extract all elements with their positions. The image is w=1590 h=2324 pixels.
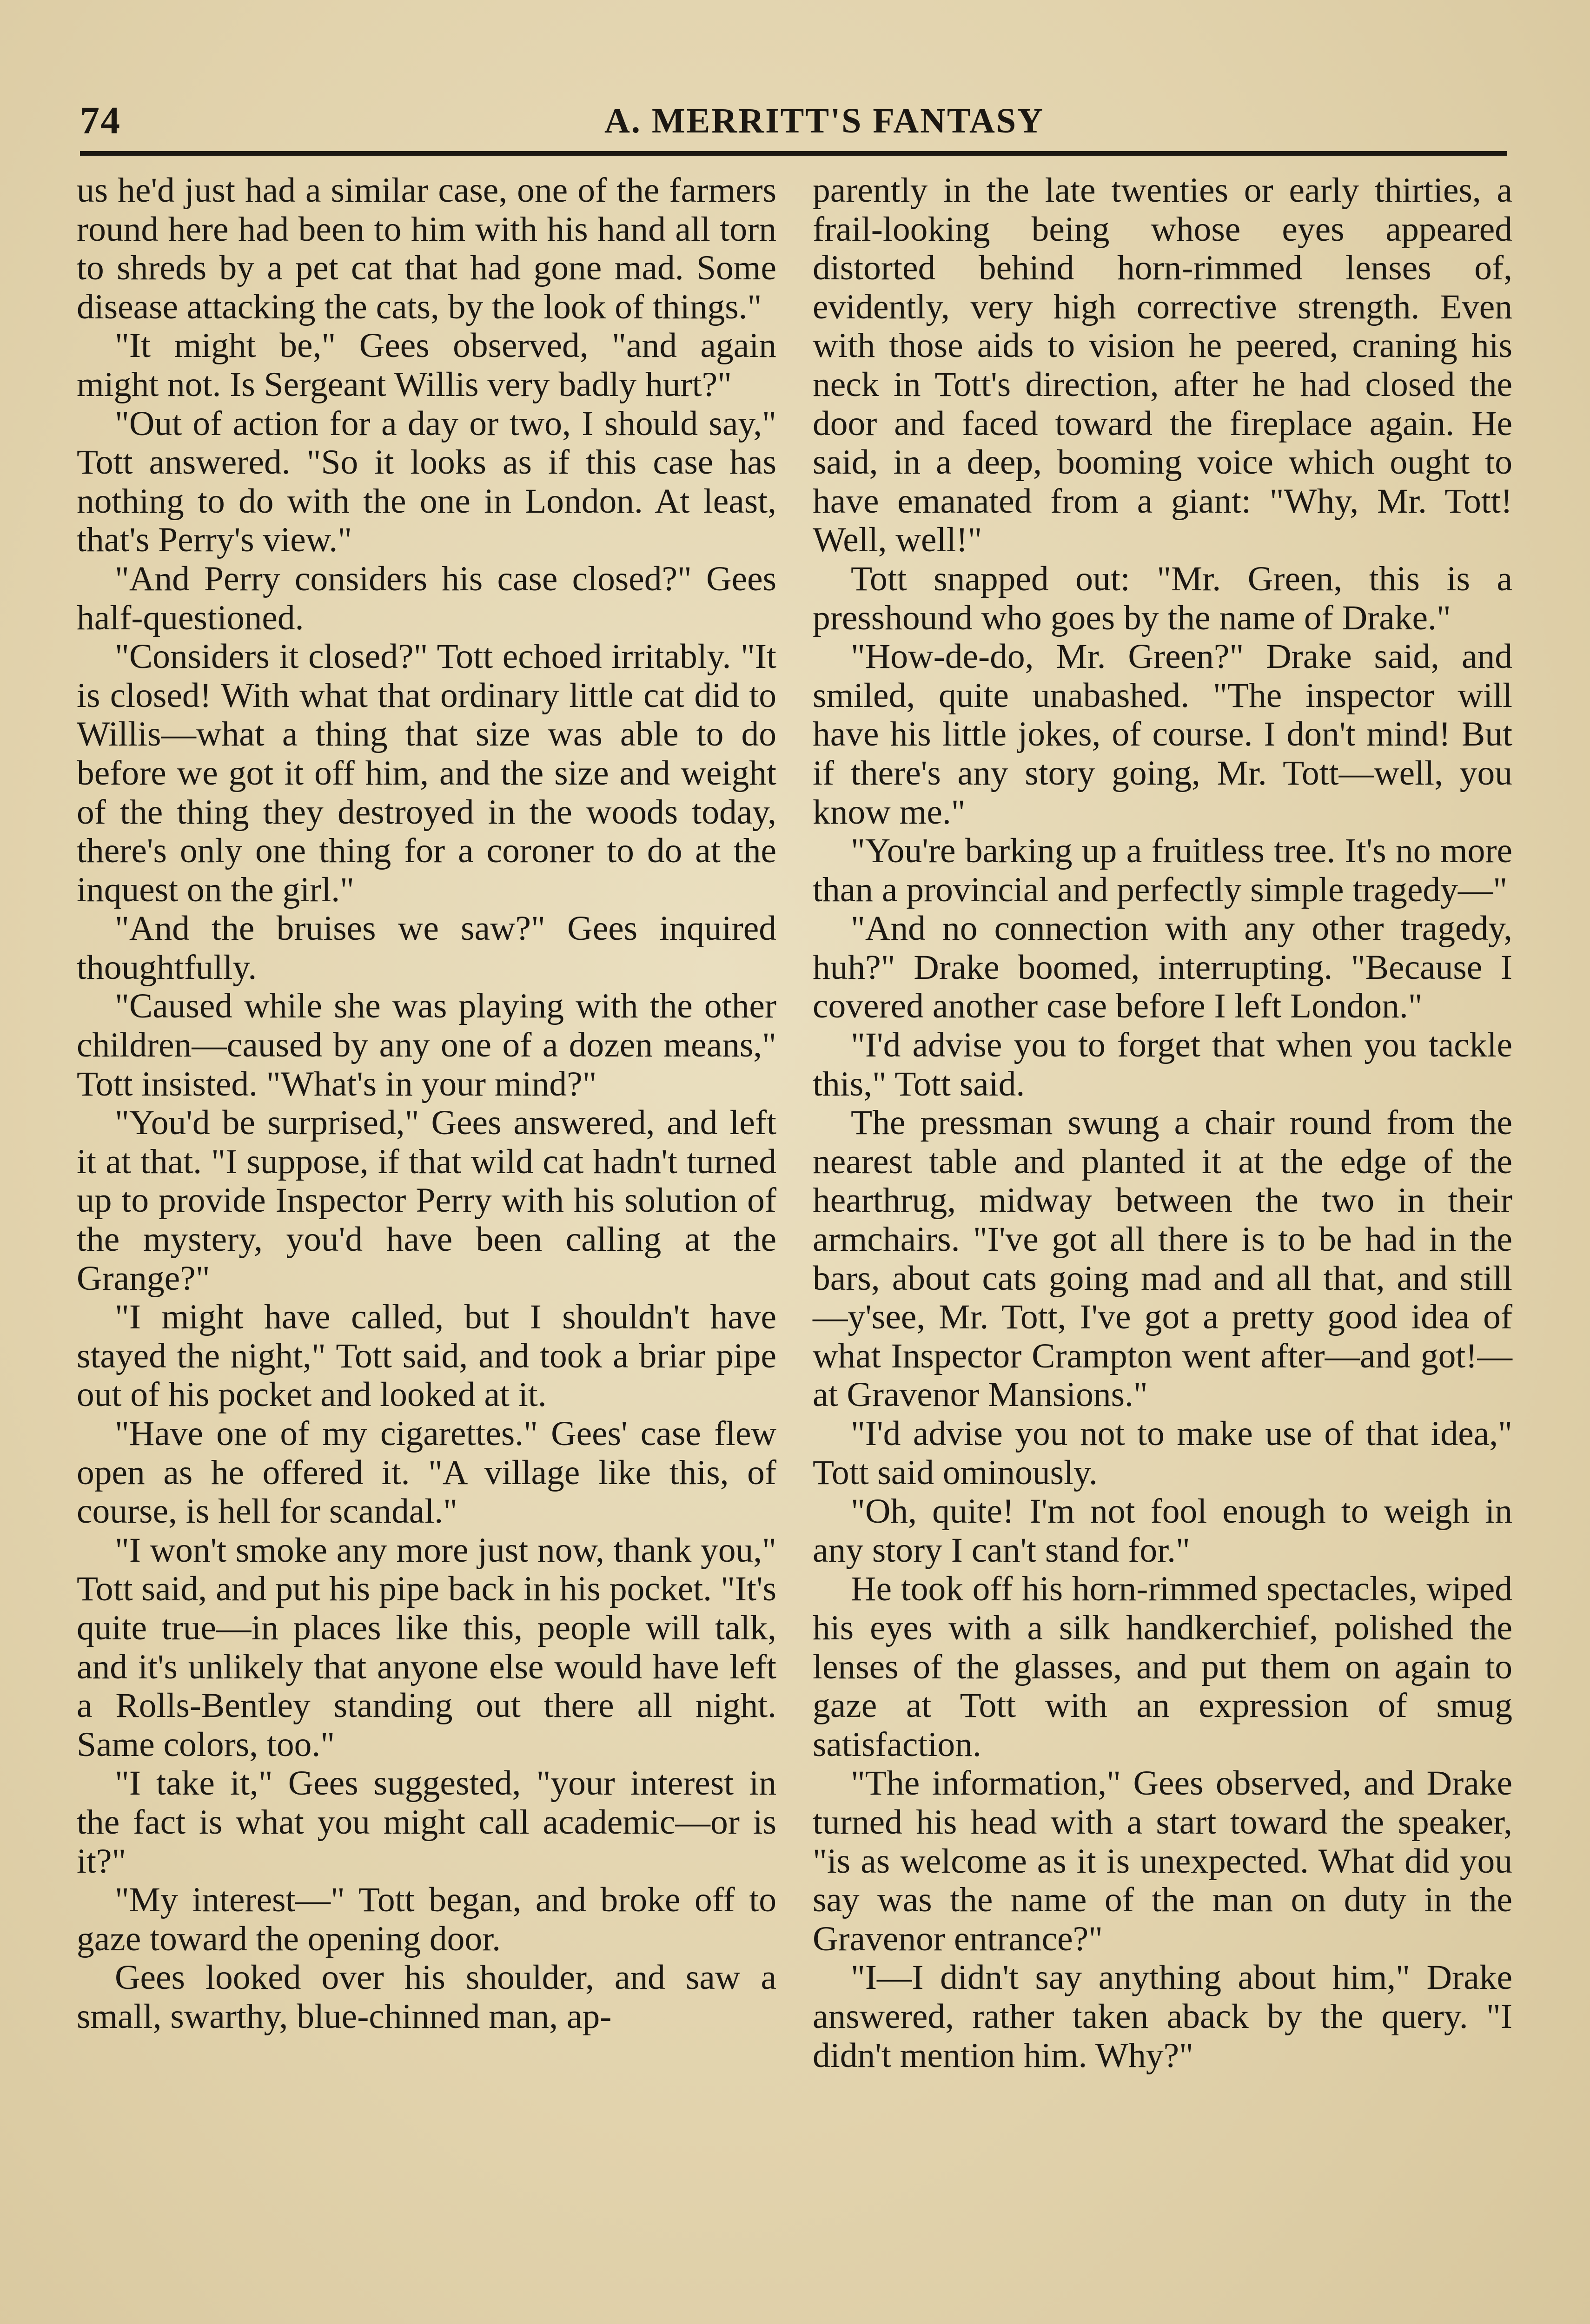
paragraph: "Have one of my cigarettes." Gees' case flew open as he offered it. "A village like this, of course, is hell for scandal." (77, 1414, 776, 1531)
paragraph: parently in the late twenties or early thirties, a frail-looking being whose eyes appeared distorted behind horn-rimmed lenses of, evidently, very high corrective strength. Even with those aids to vision he peered, craning his neck in Tott's direction, after he had closed the door and faced toward the fireplace again. He said, in a deep, booming voice which ought to have emanated from a giant: "Why, Mr. Tott! Well, well!" (813, 171, 1512, 560)
paragraph: "You'd be surprised," Gees answered, and left it at that. "I suppose, if that wild cat hadn't turned up to provide Inspector Perry with his solution of the mystery, you'd have been calling at the Grange?" (77, 1103, 776, 1298)
paragraph: "Oh, quite! I'm not fool enough to weigh in any story I can't stand for." (813, 1492, 1512, 1570)
left-column (77, 171, 776, 2036)
paragraph: Gees looked over his shoulder, and saw a small, swarthy, blue-chinned man, ap- (77, 1958, 776, 2036)
paragraph: "How-de-do, Mr. Green?" Drake said, and smiled, quite unabashed. "The inspector will have his little jokes, of course. I don't mind! But if there's any story going, Mr. Tott—well, you know me." (813, 637, 1512, 832)
paragraph: "I'd advise you to forget that when you tackle this," Tott said. (813, 1026, 1512, 1103)
right-column (813, 171, 1512, 2075)
paragraph: us he'd just had a similar case, one of the farmers round here had been to him with his hand all torn to shreds by a pet cat that had gone mad. Some disease attacking the cats, by the look of things." (77, 171, 776, 326)
paragraph: He took off his horn-rimmed spectacles, wiped his eyes with a silk handkerchief, polished the lenses of the glasses, and put them on again to gaze at Tott with an expression of smug satisfaction. (813, 1570, 1512, 1764)
paragraph: "I won't smoke any more just now, thank you," Tott said, and put his pipe back in his pocket. "It's quite true—in places like this, people will talk, and it's unlikely that anyone else would have left a Rolls-Bentley standing out there all night. Same colors, too." (77, 1531, 776, 1764)
paragraph: "I might have called, but I shouldn't have stayed the night," Tott said, and took a briar pipe out of his pocket and looked at it. (77, 1298, 776, 1414)
running-head: A. MERRITT'S FANTASY (604, 101, 1045, 140)
paragraph: "And the bruises we saw?" Gees inquired thoughtfully. (77, 909, 776, 987)
paragraph: "And no connection with any other tragedy, huh?" Drake boomed, interrupting. "Because I covered another case before I left London." (813, 909, 1512, 1026)
paragraph: "I take it," Gees suggested, "your interest in the fact is what you might call academic—or is it?" (77, 1764, 776, 1881)
page-header (80, 95, 1507, 151)
header-rule (80, 151, 1507, 156)
paragraph: "I—I didn't say anything about him," Drake answered, rather taken aback by the query. "I didn't mention him. Why?" (813, 1958, 1512, 2075)
paragraph: "It might be," Gees observed, "and again might not. Is Sergeant Willis very badly hurt?" (77, 326, 776, 404)
paragraph: "The information," Gees observed, and Drake turned his head with a start toward the speaker, "is as welcome as it is unexpected. What did you say was the name of the man on duty in the Gravenor entrance?" (813, 1764, 1512, 1958)
page-number: 74 (80, 99, 121, 142)
paragraph: "Out of action for a day or two, I should say," Tott answered. "So it looks as if this case has nothing to do with the one in London. At least, that's Perry's view." (77, 404, 776, 560)
paragraph: "Considers it closed?" Tott echoed irritably. "It is closed! With what that ordinary little cat did to Willis—what a thing that size was able to do before we got it off him, and the size and weight of the thing they destroyed in the woods today, there's only one thing for a coroner to do at the inquest on the girl." (77, 637, 776, 909)
paragraph: "You're barking up a fruitless tree. It's no more than a provincial and perfectly simple tragedy—" (813, 832, 1512, 909)
paragraph: "I'd advise you not to make use of that idea," Tott said ominously. (813, 1414, 1512, 1492)
paragraph: "Caused while she was playing with the other children—caused by any one of a dozen means," Tott insisted. "What's in your mind?" (77, 987, 776, 1103)
paragraph: Tott snapped out: "Mr. Green, this is a presshound who goes by the name of Drake." (813, 559, 1512, 637)
paragraph: "And Perry considers his case closed?" Gees half-questioned. (77, 559, 776, 637)
paragraph: "My interest—" Tott began, and broke off to gaze toward the opening door. (77, 1881, 776, 1958)
paragraph: The pressman swung a chair round from the nearest table and planted it at the edge of the hearthrug, midway between the two in their armchairs. "I've got all there is to be had in the bars, about cats going mad and all that, and still—y'see, Mr. Tott, I've got a pretty good idea of what Inspector Crampton went after—and got!—at Gravenor Mansions." (813, 1103, 1512, 1414)
